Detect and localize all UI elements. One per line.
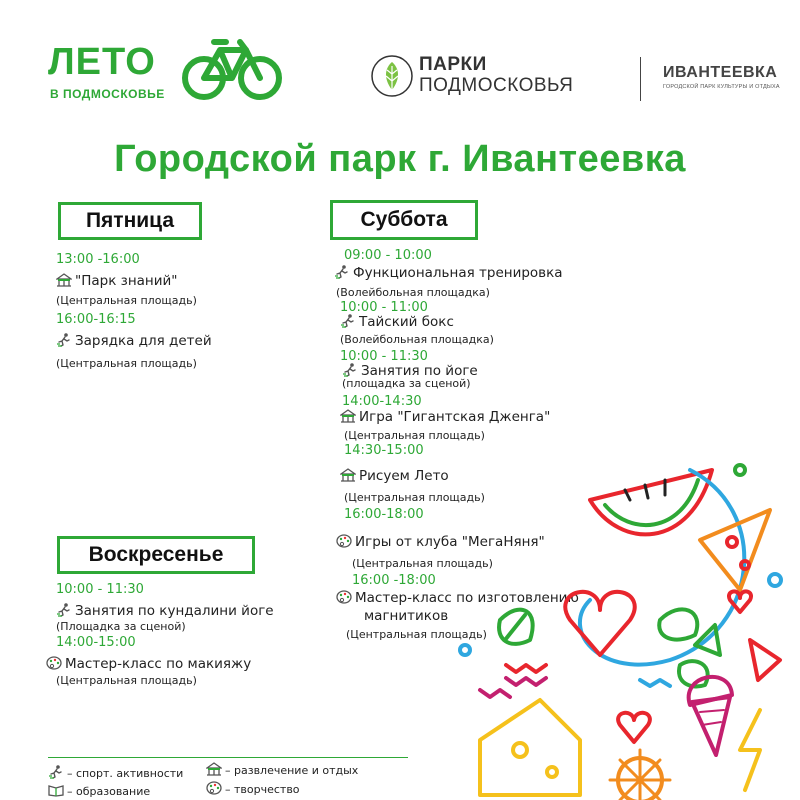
heart-icon bbox=[565, 592, 634, 655]
saturday-event-5-location: (Центральная площадь) bbox=[344, 491, 485, 504]
sport-icon bbox=[334, 265, 350, 279]
friday-event-1-activity: "Парк знаний" bbox=[56, 273, 178, 289]
pizza-icon bbox=[700, 510, 770, 590]
creativity-icon bbox=[336, 534, 352, 548]
saturday-event-4-location: (Центральная площадь) bbox=[344, 429, 485, 442]
day-label-sunday: Воскресенье bbox=[57, 536, 255, 574]
logo-divider bbox=[640, 57, 641, 101]
sport-icon bbox=[342, 363, 358, 377]
creativity-icon bbox=[206, 781, 222, 795]
bicycle-icon bbox=[180, 34, 284, 102]
parki-emblem-icon bbox=[370, 54, 414, 98]
page-title: Городской парк г. Ивантеевка bbox=[114, 138, 686, 180]
friday-event-2-time: 16:00-16:15 bbox=[56, 312, 136, 327]
entertainment-icon bbox=[340, 468, 356, 482]
saturday-event-6-activity: Игры от клуба "МегаНяня" bbox=[336, 534, 545, 550]
parki-logo-line2: ПОДМОСКОВЬЯ bbox=[419, 75, 574, 96]
saturday-event-3-time: 10:00 - 11:30 bbox=[340, 349, 428, 364]
parki-logo-line1: ПАРКИ bbox=[419, 54, 487, 75]
saturday-event-7-location: (Центральная площадь) bbox=[346, 628, 487, 641]
saturday-event-1-location: (Волейбольная площадка) bbox=[336, 286, 490, 299]
creativity-icon bbox=[46, 656, 62, 670]
sport-icon bbox=[48, 765, 64, 779]
summer-doodle-decoration bbox=[440, 450, 800, 800]
day-label-saturday: Суббота bbox=[330, 200, 478, 240]
leto-logo-subtitle: В ПОДМОСКОВЬЕ bbox=[50, 87, 165, 101]
creativity-icon bbox=[336, 590, 352, 604]
sunday-event-2-location: (Центральная площадь) bbox=[56, 674, 197, 687]
friday-event-1-location: (Центральная площадь) bbox=[56, 294, 197, 307]
saturday-event-4-activity: Игра "Гигантская Дженга" bbox=[340, 409, 550, 425]
friday-event-2-location: (Центральная площадь) bbox=[56, 357, 197, 370]
saturday-event-1-time: 09:00 - 10:00 bbox=[344, 248, 432, 263]
entertainment-icon bbox=[340, 409, 356, 423]
legend-education: – образование bbox=[48, 783, 150, 798]
saturday-event-2-time: 10:00 - 11:00 bbox=[340, 300, 428, 315]
entertainment-icon bbox=[56, 273, 72, 287]
ivanteevka-logo-subtitle: ГОРОДСКОЙ ПАРК КУЛЬТУРЫ И ОТДЫХА bbox=[663, 84, 780, 90]
legend-creativity: – творчество bbox=[206, 781, 300, 796]
leto-logo-title: ЛЕТО bbox=[48, 41, 156, 83]
legend-sport: – спорт. активности bbox=[48, 765, 183, 780]
sunday-event-1-activity: Занятия по кундалини йоге bbox=[56, 603, 274, 619]
sunday-event-2-time: 14:00-15:00 bbox=[56, 635, 136, 650]
sunday-event-1-location: (Площадка за сценой) bbox=[56, 620, 186, 633]
entertainment-icon bbox=[206, 762, 222, 776]
saturday-event-2-activity: Тайский бокс bbox=[340, 314, 454, 330]
legend-entertainment: – развлечение и отдых bbox=[206, 762, 358, 777]
saturday-event-7-time: 16:00 -18:00 bbox=[352, 573, 436, 588]
friday-event-2-activity: Зарядка для детей bbox=[56, 333, 212, 349]
ivanteevka-logo-title: ИВАНТЕЕВКА bbox=[663, 64, 778, 81]
saturday-event-5-activity: Рисуем Лето bbox=[340, 468, 449, 484]
education-icon bbox=[48, 783, 64, 797]
saturday-event-5-time: 14:30-15:00 bbox=[344, 443, 424, 458]
legend-divider bbox=[48, 757, 408, 758]
sport-icon bbox=[56, 603, 72, 617]
saturday-event-4-time: 14:00-14:30 bbox=[342, 394, 422, 409]
friday-event-1-time: 13:00 -16:00 bbox=[56, 252, 140, 267]
saturday-event-6-location: (Центральная площадь) bbox=[352, 557, 493, 570]
sunday-event-1-time: 10:00 - 11:30 bbox=[56, 582, 144, 597]
saturday-event-1-activity: Функциональная тренировка bbox=[334, 265, 563, 281]
saturday-event-7-activity-line2: магнитиков bbox=[364, 608, 449, 624]
day-label-friday: Пятница bbox=[58, 202, 202, 240]
saturday-event-7-activity: Мастер-класс по изготовлению bbox=[336, 590, 579, 606]
cheese-icon bbox=[480, 700, 580, 795]
sport-icon bbox=[56, 333, 72, 347]
saturday-event-2-location: (Волейбольная площадка) bbox=[340, 333, 494, 346]
sunday-event-2-activity: Мастер-класс по макияжу bbox=[46, 656, 251, 672]
sport-icon bbox=[340, 314, 356, 328]
saturday-event-3-activity: Занятия по йоге bbox=[342, 363, 478, 379]
saturday-event-3-location: (площадка за сценой) bbox=[342, 377, 471, 390]
saturday-event-6-time: 16:00-18:00 bbox=[344, 507, 424, 522]
